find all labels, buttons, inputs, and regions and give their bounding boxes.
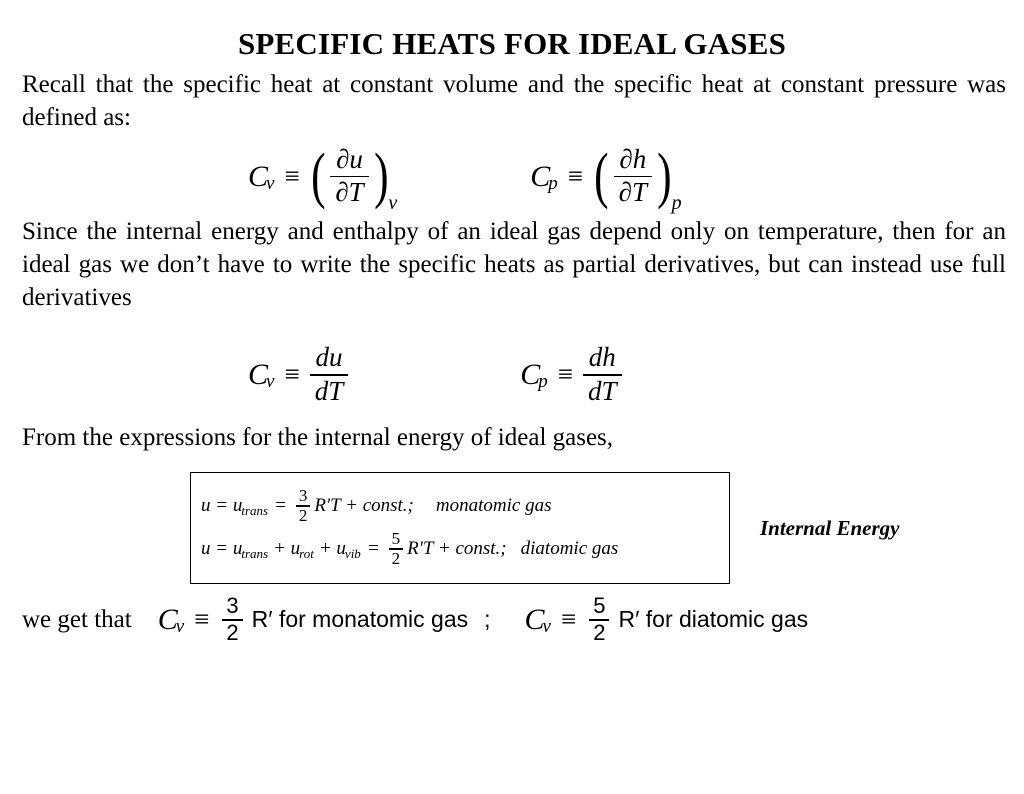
right-paren: ): [657, 142, 672, 211]
relation-equiv: ≡: [194, 604, 210, 635]
fraction-five-halves: [589, 594, 609, 645]
fraction-denominator: ∂T: [618, 177, 648, 208]
slide-canvas: [0, 26, 1024, 794]
fraction-du-dT: [330, 144, 368, 209]
left-paren: (: [310, 142, 326, 211]
fraction-denominator: 2: [226, 619, 239, 645]
relation-equiv: ≡: [557, 359, 573, 390]
result-monatomic: [158, 594, 468, 645]
fraction-denominator: 2: [593, 619, 606, 645]
diatomic-rhs: R′T + const.;: [407, 537, 507, 559]
relation-equiv: ≡: [284, 161, 300, 192]
results-row: [22, 594, 1024, 645]
diatomic-note: diatomic gas: [520, 537, 619, 559]
diatomic-lhs: u = u: [201, 537, 243, 559]
fraction-denominator: ∂T: [335, 177, 364, 208]
diatomic-vib-subscript: vib: [344, 545, 361, 561]
internal-energy-line-monatomic: [201, 487, 715, 524]
relation-equiv: ≡: [560, 604, 577, 635]
symbol-cv-subscript: v: [266, 172, 275, 194]
paren-group-cp: [591, 142, 685, 215]
fraction-denominator: 2: [391, 548, 401, 568]
symbol-cv-subscript: v: [175, 615, 185, 637]
paragraph-full-derivatives: Since the internal energy and enthalpy of an ideal gas depend only on temperature, then for an ideal gas we don’t have to write the specific heats as partial derivatives, but can instead use full derivatives: [22, 218, 1006, 312]
fraction-numerator: du: [315, 342, 343, 373]
fraction-numerator: dh: [588, 342, 616, 373]
diatomic-rot-subscript: rot: [299, 545, 314, 561]
symbol-cp: C: [530, 159, 551, 193]
symbol-cp: C: [520, 357, 541, 391]
fraction-numerator: 5: [593, 593, 606, 619]
result-diatomic: [525, 594, 809, 645]
symbol-cp-subscript: p: [548, 172, 558, 194]
equation-cv-partial: [248, 142, 400, 215]
relation-equiv: ≡: [567, 161, 583, 192]
diatomic-plus-vib: + u: [318, 537, 346, 559]
monatomic-lhs: u = u: [201, 494, 243, 516]
results-prefix: we get that: [22, 605, 132, 633]
monatomic-lhs-subscript: trans: [241, 502, 269, 518]
equation-cp-full: [520, 342, 623, 407]
symbol-cv: C: [524, 602, 545, 636]
relation-equiv: ≡: [284, 359, 300, 390]
symbol-cv-subscript: v: [266, 370, 275, 392]
fraction-numerator: ∂h: [619, 144, 647, 174]
symbol-cv-subscript: v: [542, 615, 551, 637]
fraction-du-dT-full: [310, 342, 349, 407]
equation-cv-full: [248, 342, 350, 407]
symbol-cv: C: [157, 602, 178, 636]
monatomic-fraction: [296, 487, 311, 524]
fraction-numerator: ∂u: [336, 144, 363, 174]
monatomic-equals: =: [274, 494, 287, 516]
equation-row-partial: [0, 142, 1024, 215]
symbol-cp-subscript: p: [538, 370, 548, 392]
result-monatomic-text: R′ for monatomic gas: [251, 606, 469, 633]
diatomic-plus-rot: + u: [273, 537, 301, 559]
right-paren: ): [373, 142, 389, 211]
fraction-numerator: 5: [391, 529, 401, 549]
paren-subscript: p: [671, 192, 682, 215]
internal-energy-label: Internal Energy: [760, 515, 900, 540]
diatomic-lhs-subscript: trans: [241, 545, 269, 561]
diatomic-fraction: [389, 530, 404, 567]
paren-group-cv: [308, 142, 401, 215]
fraction-denominator: 2: [298, 505, 308, 525]
paragraph-definition: Recall that the specific heat at constant volume and the specific heat at constant pressure was defined as:: [22, 71, 1006, 131]
fraction-dh-dT: [614, 144, 652, 209]
fraction-three-halves: [222, 594, 242, 645]
fraction-numerator: 3: [226, 593, 239, 619]
equation-row-full: [0, 342, 1024, 407]
fraction-dh-dT-full: [583, 342, 622, 407]
internal-energy-block: [0, 472, 1024, 584]
monatomic-note: monatomic gas: [435, 494, 552, 516]
paragraph-internal-energy-intro: From the expressions for the internal energy of ideal gases,: [22, 424, 614, 452]
symbol-cv: C: [248, 159, 269, 193]
result-diatomic-text: R′ for diatomic gas: [618, 606, 809, 633]
diatomic-equals: =: [366, 537, 380, 559]
left-paren: (: [594, 142, 609, 211]
internal-energy-line-diatomic: [201, 530, 715, 567]
results-separator: ;: [484, 606, 491, 633]
equation-cp-partial: [530, 142, 684, 215]
monatomic-rhs: R′T + const.;: [314, 494, 414, 516]
internal-energy-box: [190, 472, 730, 584]
fraction-numerator: 3: [298, 486, 308, 506]
fraction-denominator: dT: [587, 375, 617, 406]
paren-subscript: v: [388, 192, 398, 215]
fraction-denominator: dT: [314, 375, 344, 406]
page-title: SPECIFIC HEATS FOR IDEAL GASES: [237, 26, 787, 61]
symbol-cv: C: [248, 357, 269, 391]
